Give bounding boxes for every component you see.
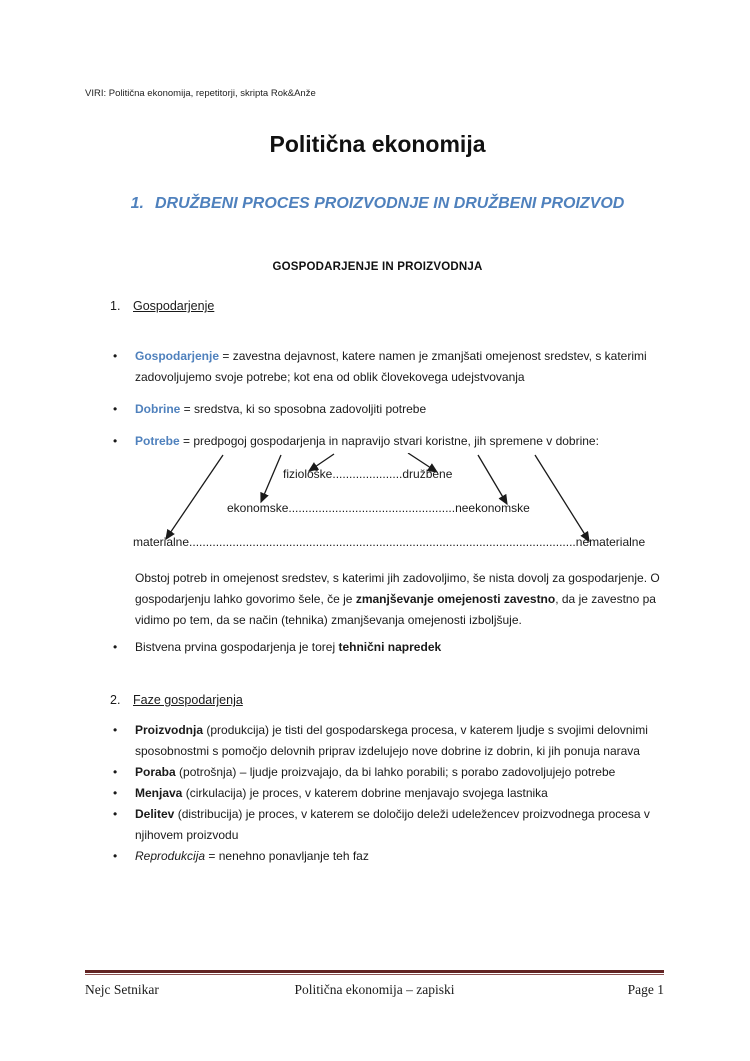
text-run: Potrebe: [135, 434, 180, 448]
footer-text-row: [85, 982, 664, 998]
text-run: Reprodukcija: [135, 849, 206, 863]
chapter-title: DRUŽBENI PROCES PROIZVODNJE IN DRUŽBENI PROIZVOD: [154, 195, 625, 212]
text-run: Poraba: [135, 765, 176, 779]
footer-author: Nejc Setnikar: [85, 982, 159, 997]
heading-number: 1.: [110, 299, 121, 313]
section-subheading: GOSPODARJENJE IN PROIZVODNJA: [272, 261, 483, 273]
list-item: [85, 762, 670, 783]
text-run: Dobrine: [135, 402, 181, 416]
text-run: (cirkulacija) je proces, v katerem dobrine menjavajo svojega lastnika: [182, 786, 548, 800]
list-item: [85, 637, 670, 658]
list-item: [85, 804, 670, 846]
diagram-row-materialne-nematerialne: materialne....................................................................................................................nematerialne: [133, 535, 646, 549]
text-run: (distribucija) je proces, v katerem se določijo deleži udeležencev proizvodnega procesa v njihovem proizvodu: [135, 807, 650, 842]
chapter-heading: [85, 193, 670, 214]
heading-text: Gospodarjenje: [133, 299, 215, 313]
list-item: [85, 846, 670, 867]
footer-page-number: Page 1: [627, 982, 664, 997]
conclusion-bullet: [85, 637, 670, 658]
document-title: Politična ekonomija: [269, 131, 486, 157]
text-run: Delitev: [135, 807, 175, 821]
diagram-arrow: [261, 455, 281, 502]
text-run: tehnični napredek: [338, 640, 442, 654]
text-run: Bistvena prvina gospodarjenja je torej: [135, 640, 339, 654]
list-item: [85, 346, 670, 388]
list-item: [85, 783, 670, 804]
text-run: = predpogoj gospodarjenja in napravijo stvari koristne, jih spremene v dobrine:: [179, 434, 599, 448]
diagram-arrow: [535, 455, 589, 541]
numbered-heading-1: [85, 297, 670, 315]
diagram-arrow: [166, 455, 223, 539]
body-paragraph: [135, 568, 670, 631]
diagram-row-ekonomske-neekonomske: ekonomske..................................................neekonomske: [227, 501, 530, 515]
heading-number: 2.: [110, 693, 121, 707]
diagram-arrow: [478, 455, 507, 504]
definitions-list: [85, 346, 670, 452]
text-run: (produkcija) je tisti del gospodarskega procesa, v katerem ljudje s svojimi delovnimi sposobnostmi s pomočjo delovnih priprav izdelujejo nove dobrine iz dobrin, ki jih ponuja narava: [135, 723, 648, 758]
heading-text: Faze gospodarjenja: [133, 693, 243, 707]
diagram-row-fizioloske-druzbene: fiziološke.....................družbene: [283, 467, 453, 481]
text-run: = nenehno ponavljanje teh faz: [205, 849, 369, 863]
text-run: zmanjševanje omejenosti zavestno: [355, 592, 556, 606]
text-run: Gospodarjenje: [135, 349, 220, 363]
text-run: Proizvodnja: [135, 723, 204, 737]
text-run: = zavestna dejavnost, katere namen je zmanjšati omejenost sredstev, s katerimi zadovoljujemo svoje potrebe; kot ena od oblik človekovega udejstvovanja: [135, 349, 647, 384]
list-item: [85, 431, 670, 452]
text-run: Menjava: [135, 786, 183, 800]
footer-doc-name: Politična ekonomija – zapiski: [294, 982, 455, 997]
text-run: (potrošnja) – ljudje proizvajajo, da bi lahko porabili; s porabo zadovoljujejo potrebe: [175, 765, 616, 779]
needs-classification-diagram: [85, 453, 670, 566]
list-item: [85, 399, 670, 420]
source-line: VIRI: Politična ekonomija, repetitorji, skripta Rok&Anže: [85, 88, 316, 99]
page-footer: [85, 970, 664, 998]
text-run: , da je zavestno pa vidimo po tem, da se način (tehnika) zmanjševanja omejenosti izboljšuje.: [135, 592, 656, 627]
footer-rule-thin: [85, 974, 664, 975]
numbered-heading-2: [85, 691, 670, 709]
phases-list: [85, 720, 670, 867]
chapter-number: 1.: [130, 195, 144, 212]
text-run: = sredstva, ki so sposobna zadovoljiti potrebe: [180, 402, 427, 416]
text-run: Obstoj potreb in omejenost sredstev, s katerimi jih zadovoljimo, še nista dovolj za gospodarjenje. O gospodarjenju lahko govorimo šele, če je: [135, 571, 660, 606]
list-item: [85, 720, 670, 762]
